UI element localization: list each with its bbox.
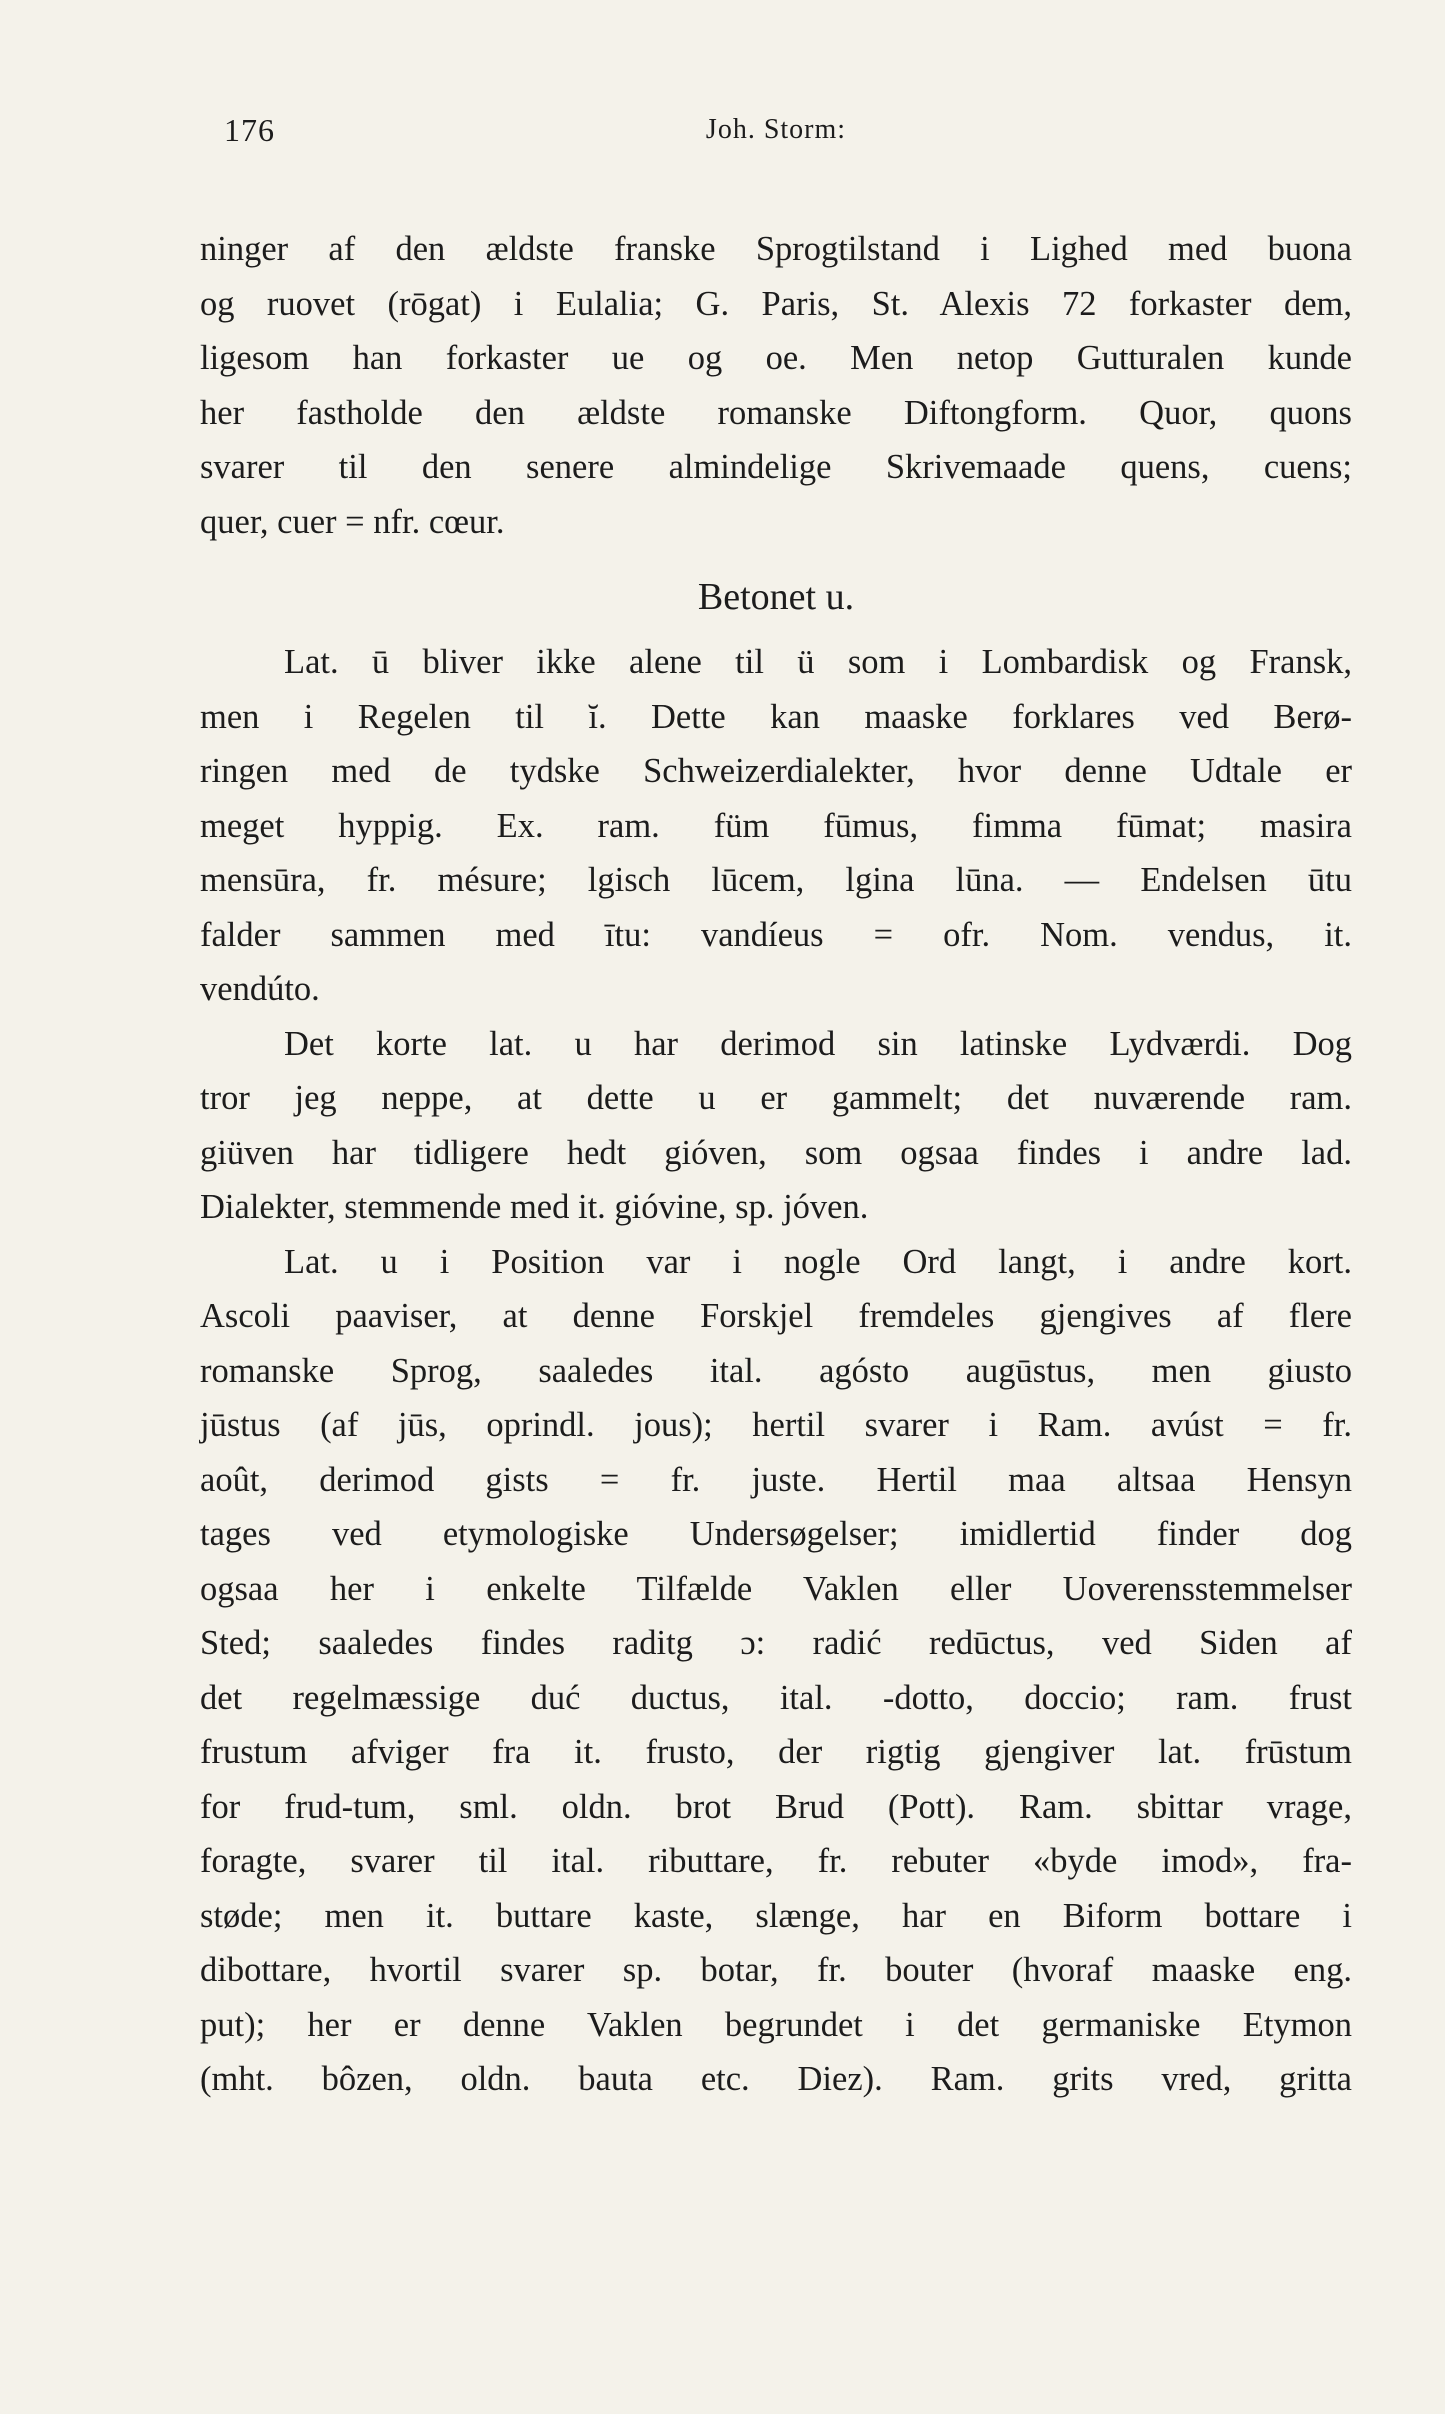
text-line: for frud-tum, sml. oldn. brot Brud (Pott). Ram. sbittar vrage, — [200, 1787, 1352, 1826]
page-number: 176 — [224, 112, 275, 148]
text-line: tages ved etymologiske Undersøgelser; imidlertid finder dog — [200, 1515, 1352, 1553]
section-heading: Betonet u. — [697, 576, 855, 618]
text-line: her fastholde den ældste romanske Diftongform. Quor, quons — [200, 393, 1352, 432]
running-head — [200, 112, 1352, 162]
text-line: Sted; saaledes findes raditg ɔ: radić redūctus, ved Siden af — [200, 1624, 1352, 1662]
text-line: août, derimod gists = fr. juste. Hertil maa altsaa Hensyn — [200, 1460, 1352, 1499]
text-line: meget hyppig. Ex. ram. füm fūmus, fimma fūmat; masira — [200, 806, 1352, 845]
book-page — [200, 112, 1352, 2107]
text-line: Ascoli paaviser, at denne Forskjel fremdeles gjengives af flere — [200, 1297, 1352, 1335]
text-line: put); her er denne Vaklen begrundet i det germaniske Etymon — [200, 2005, 1352, 2044]
text-line: dibottare, hvortil svarer sp. botar, fr. bouter (hvoraf maaske eng. — [200, 1951, 1352, 1989]
text-line: mensūra, fr. mésure; lgisch lūcem, lgina lūna. — Endelsen ūtu — [200, 861, 1352, 899]
text-line: og ruovet (rōgat) i Eulalia; G. Paris, St. Alexis 72 forkaster dem, — [200, 284, 1352, 323]
text-line: frustum afviger fra it. frusto, der rigtig gjengiver lat. frūstum — [200, 1733, 1352, 1771]
text-line: vendúto. — [200, 970, 320, 1008]
text-line: romanske Sprog, saaledes ital. agósto augūstus, men giusto — [200, 1351, 1352, 1390]
text-line: giüven har tidligere hedt gióven, som ogsaa findes i andre lad. — [200, 1133, 1352, 1172]
text-line: Lat. ū bliver ikke alene til ü som i Lombardisk og Fransk, — [284, 643, 1352, 681]
text-line: foragte, svarer til ital. ributtare, fr. rebuter «byde imod», fra- — [200, 1842, 1352, 1880]
text-line: Det korte lat. u har derimod sin latinske Lydværdi. Dog — [284, 1024, 1352, 1063]
text-line: støde; men it. buttare kaste, slænge, har en Biform bottare i — [200, 1896, 1352, 1935]
text-line: (mht. bôzen, oldn. bauta etc. Diez). Ram. grits vred, gritta — [200, 2060, 1352, 2098]
body-text — [200, 222, 1352, 2107]
text-line: ninger af den ældste franske Sprogtilstand i Lighed med buona — [200, 230, 1352, 268]
text-line: jūstus (af jūs, oprindl. jous); hertil svarer i Ram. avúst = fr. — [200, 1406, 1352, 1444]
text-line: quer, cuer = nfr. cœur. — [200, 502, 505, 541]
text-line: falder sammen med ītu: vandíeus = ofr. Nom. vendus, it. — [200, 915, 1352, 954]
text-line: ringen med de tydske Schweizerdialekter, hvor denne Udtale er — [200, 752, 1352, 790]
text-line: ogsaa her i enkelte Tilfælde Vaklen eller Uoverensstemmelser — [200, 1569, 1352, 1608]
text-line: ligesom han forkaster ue og oe. Men netop Gutturalen kunde — [200, 339, 1352, 377]
text-line: men i Regelen til ĭ. Dette kan maaske forklares ved Berø- — [200, 697, 1352, 736]
text-line: Lat. u i Position var i nogle Ord langt, i andre kort. — [284, 1242, 1352, 1281]
text-line: Dialekter, stemmende med it. gióvine, sp. jóven. — [200, 1188, 869, 1226]
text-line: tror jeg neppe, at dette u er gammelt; det nuværende ram. — [200, 1079, 1352, 1117]
text-line: det regelmæssige duć ductus, ital. -dotto, doccio; ram. frust — [200, 1678, 1352, 1717]
running-title: Joh. Storm: — [705, 114, 847, 145]
text-line: svarer til den senere almindelige Skrivemaade quens, cuens; — [200, 448, 1352, 486]
